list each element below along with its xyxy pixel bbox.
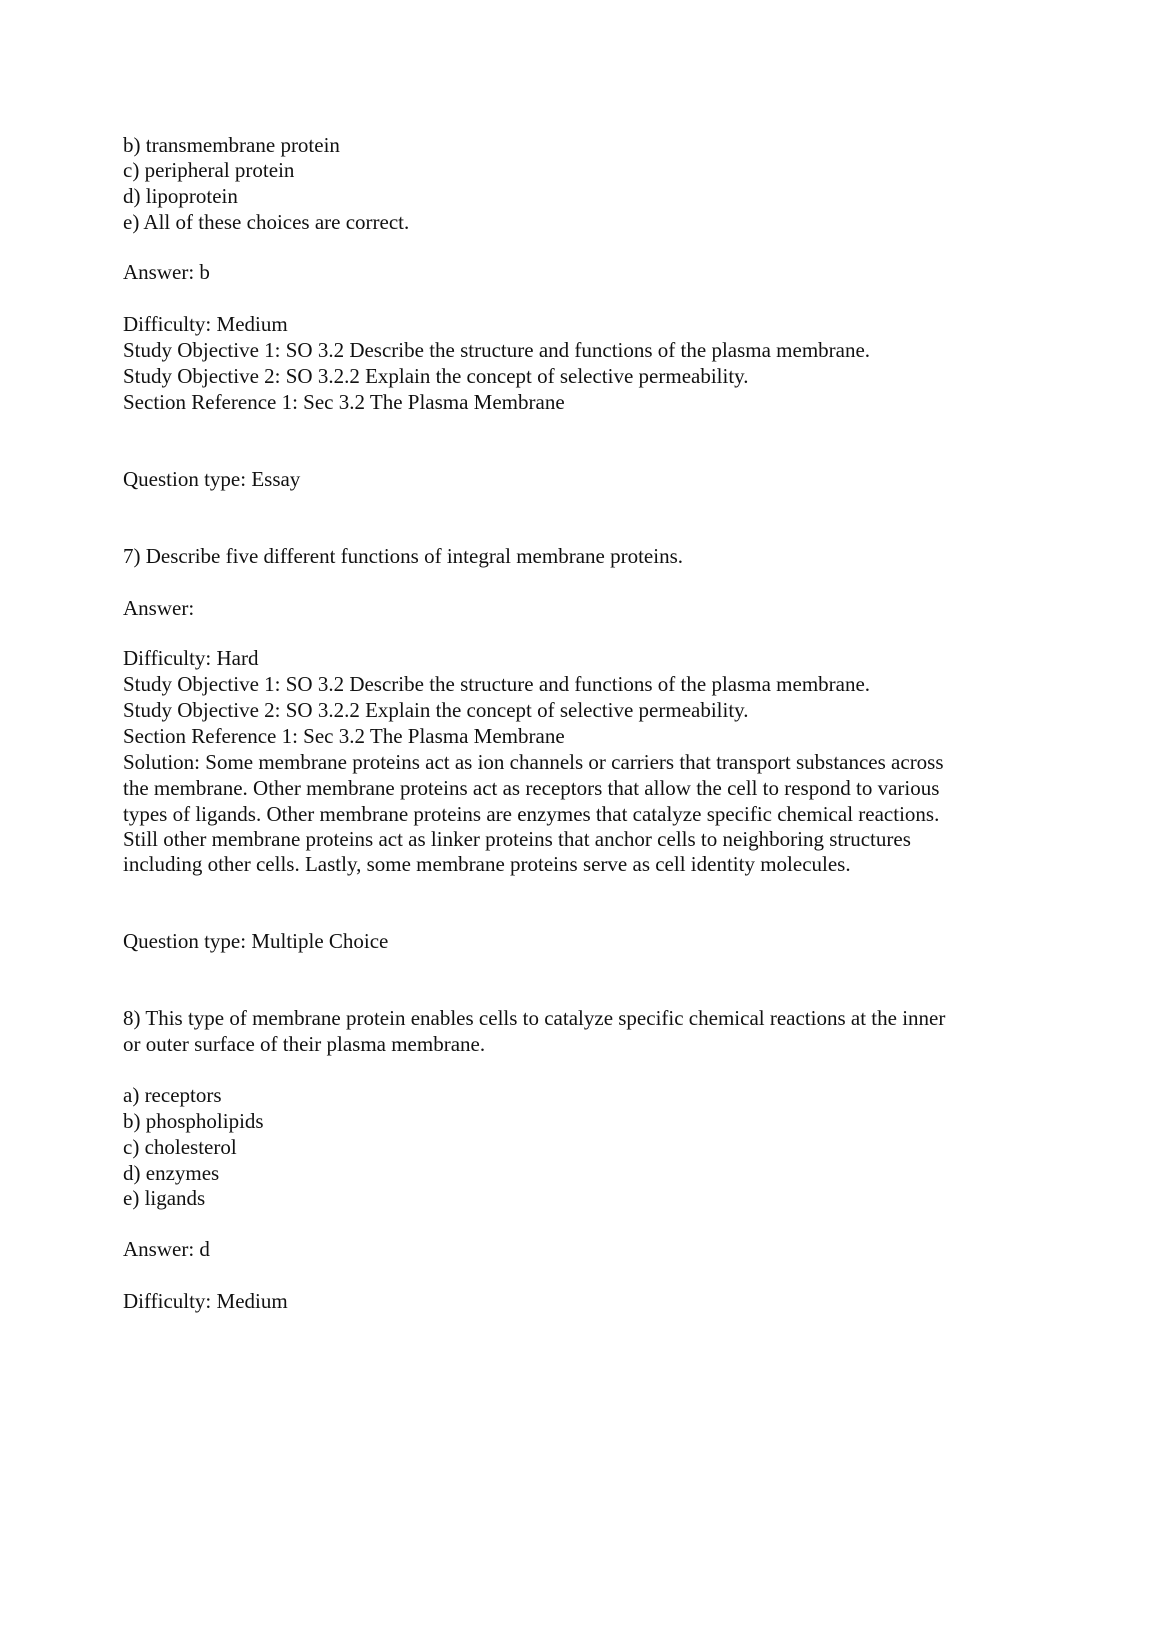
study-objective-2: Study Objective 2: SO 3.2.2 Explain the concept of selective permeability. [123,698,749,722]
question-text: 7) Describe five different functions of integral membrane proteins. [123,544,683,568]
answer: Answer: d [123,1237,210,1261]
section-reference: Section Reference 1: Sec 3.2 The Plasma Membrane [123,724,565,748]
study-objective-2: Study Objective 2: SO 3.2.2 Explain the concept of selective permeability. [123,364,749,388]
choice-e: e) All of these choices are correct. [123,210,410,234]
answer: Answer: [123,596,195,620]
choice-e: e) ligands [123,1186,206,1210]
question-text-line: 8) This type of membrane protein enables cells to catalyze specific chemical reactions at the inner [123,1006,946,1030]
solution-line: including other cells. Lastly, some membrane proteins serve as cell identity molecules. [123,852,851,876]
question-text-line: or outer surface of their plasma membrane. [123,1032,486,1056]
difficulty: Difficulty: Medium [123,1289,288,1313]
answer: Answer: b [123,260,210,284]
study-objective-1: Study Objective 1: SO 3.2 Describe the structure and functions of the plasma membrane. [123,338,871,362]
study-objective-1: Study Objective 1: SO 3.2 Describe the structure and functions of the plasma membrane. [123,672,871,696]
solution-line: the membrane. Other membrane proteins act as receptors that allow the cell to respond to various [123,776,940,800]
choice-b: b) phospholipids [123,1109,264,1133]
section-reference: Section Reference 1: Sec 3.2 The Plasma Membrane [123,390,565,414]
question-type: Question type: Essay [123,467,301,491]
choice-a: a) receptors [123,1083,222,1107]
difficulty: Difficulty: Medium [123,312,288,336]
solution-line: Still other membrane proteins act as linker proteins that anchor cells to neighboring structures [123,827,911,851]
question-type: Question type: Multiple Choice [123,929,389,953]
difficulty: Difficulty: Hard [123,646,259,670]
choice-c: c) peripheral protein [123,158,295,182]
choice-c: c) cholesterol [123,1135,237,1159]
choice-d: d) enzymes [123,1161,220,1185]
solution-line: types of ligands. Other membrane proteins are enzymes that catalyze specific chemical reactions. [123,802,940,826]
choice-d: d) lipoprotein [123,184,238,208]
choice-b: b) transmembrane protein [123,133,340,157]
solution-line: Solution: Some membrane proteins act as ion channels or carriers that transport substances across [123,750,944,774]
